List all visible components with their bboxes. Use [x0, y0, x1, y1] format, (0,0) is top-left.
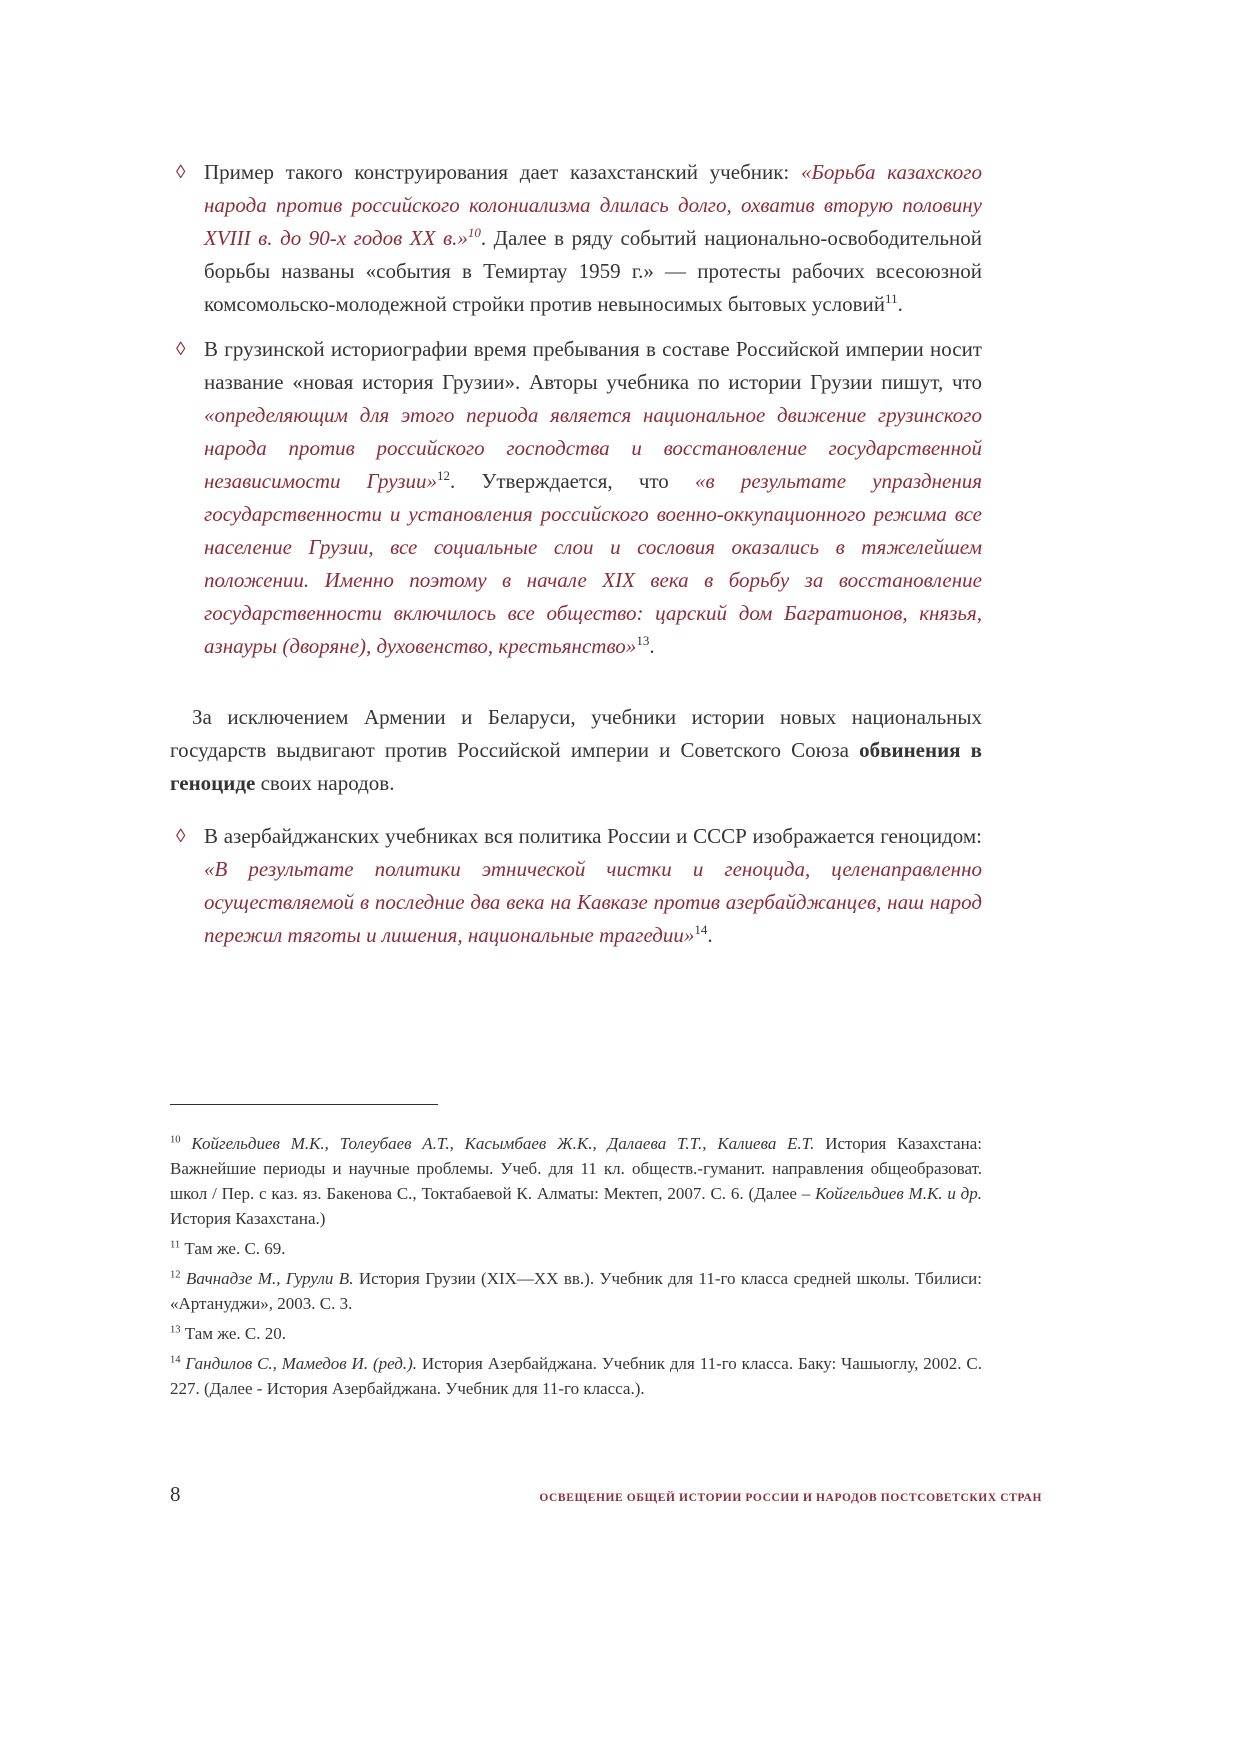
footnote-10: $^{10}$ Койгельдиев М.К., Толеубаев А.Т., Касымбаев Ж.К., Далаева Т.Т., Калиева Е.Т. История Казахстана: Важнейшие периоды и научные проблемы. Учеб. для 11 кл. обществ.-гуманит. направления общеобразоват. школ / Пер. с каз. яз. Бакенова С., Токтабаевой К. Алматы: Мектеп, 2007. С. 6. (Далее – Койгельдиев М.К. и др. История Казахстана.): [170, 1134, 983, 1228]
footnote-14: $^{14}$ Гандилов С., Мамедов И. (ред.). История Азербайджана. Учебник для 11-го класса. Баку: Чашыоглу, 2002. С. 227. (Далее - История Азербайджана. Учебник для 11-го класса.).: [170, 1354, 983, 1398]
footnote-11: $^{11}$ Там же. С. 69.: [170, 1239, 286, 1258]
footnote-separator: [170, 1104, 438, 1105]
footnotes-section: [170, 1104, 982, 1406]
bullet-text: В азербайджанских учебниках вся политика России и СССР изображается геноцидом: «В результате политики этнической чистки и геноцида, целенаправленно осуществляемой в последние два века на Кавказе против азербайджанцев, наш народ пережил тяготы и лишения, национальные трагедии»$^{14}$.: [204, 824, 982, 947]
diamond-bullet-icon: ◊: [176, 826, 186, 847]
diamond-bullet-icon: ◊: [176, 339, 186, 360]
bullet-text: В грузинской историографии время пребывания в составе Российской империи носит название «новая история Грузии». Авторы учебника по истории Грузии пишут, что «определяющим для этого периода является национальное движение грузинского народа против российского господства и восстановление государственной независимости Грузии»$^{12}$. Утверждается, что «в результате упразднения государственности и установления российского военно-оккупационного режима все население Грузии, все социальные слои и сословия оказались в тяжелейшем положении. Именно поэтому в начале XIX века в борьбу за восстановление государственности включилось все общество: царский дом Багратионов, князья, азнауры (дворяне), духовенство, крестьянство»$^{13}$.: [204, 337, 983, 658]
footnote-13: $^{13}$ Там же. С. 20.: [170, 1324, 286, 1343]
page-footer: [170, 1482, 1042, 1507]
bullet-item-azerbaijani-textbooks: [170, 820, 982, 952]
footnote-12: $^{12}$ Вачнадзе М., Гурули В. История Грузии (XIX—XX вв.). Учебник для 11-го класса средней школы. Тбилиси: «Артануджи», 2003. С. 3.: [170, 1269, 983, 1313]
bullet-item-georgian-historiography: [170, 333, 982, 663]
paragraph-genocide-accusations: За исключением Армении и Беларуси, учебники истории новых национальных государств выдвигают против Российской империи и Советского Союза обвинения в геноциде своих народов.: [170, 705, 983, 795]
bullet-text: Пример такого конструирования дает казахстанский учебник: «Борьба казахского народа против российского колониализма длилась долго, охватив вторую половину XVIII в. до 90-х годов XX в.»$^{10}$. Далее в ряду событий национально-освободительной борьбы названы «события в Темиртау 1959 г.» — протесты рабочих всесоюзной комсомольско-молодежной стройки против невыносимых бытовых условий$^{11}$.: [204, 160, 982, 316]
page-content: [170, 156, 982, 964]
running-title: ОСВЕЩЕНИЕ ОБЩЕЙ ИСТОРИИ РОССИИ И НАРОДОВ ПОСТСОВЕТСКИХ СТРАН: [539, 1492, 1042, 1504]
page-number: 8: [170, 1482, 181, 1506]
bullet-item-kazakh-textbook: [170, 156, 982, 321]
diamond-bullet-icon: ◊: [176, 162, 186, 183]
